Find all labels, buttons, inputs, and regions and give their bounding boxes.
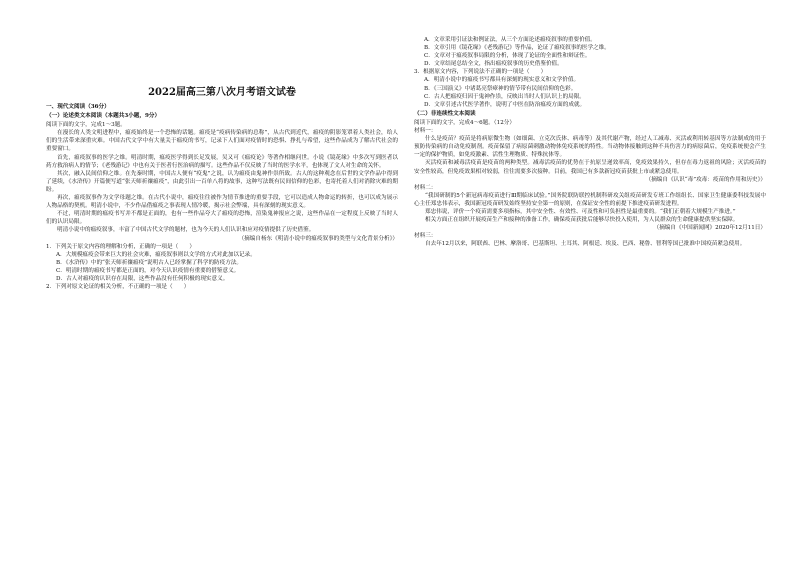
answer-option: C．古人把瘟疫归因于鬼神作祟，反映出当时人们认识上的局限。 <box>424 93 585 100</box>
paragraph: 明清小说中的瘟疫叙事，丰富了中国古代文学的题材，也为今天的人们认识和应对疫情提供了历史借鉴。 <box>57 227 315 234</box>
answer-option: A．大规模瘟疫会带来巨大的社会灾难，瘟疫叙事则以文学的方式对此加以记录。 <box>56 251 256 258</box>
section-heading: （二）非连续性文本阅读 <box>414 110 476 117</box>
answer-option: A．文章采用引证法和例证法，从三个方面论述瘟疫叙事的重要价值。 <box>424 37 596 43</box>
paragraph: 相关方面正在组织开展疫苗生产和接种的准备工作，确保疫苗获批后能够尽快投入使用，为人民群众的生命健康提供坚实保障。 <box>425 217 739 224</box>
question-line: 阅读下面的文字，完成4～6题。（12分） <box>414 119 515 126</box>
paragraph: 首先，瘟疫叙事的医学之维。明清时期，瘟疫医学得到长足发展，吴又可《瘟疫论》等著作相继问世。小说《镜花缘》中多次写到医者以药方救治病人的情节；《老残游记》中也有关于医者行医治病的描写。这些作品不仅反映了当时的医学水平，也体现了文人对生命的关怀。 <box>46 154 398 169</box>
answer-option: D．文章结尾总结全文，指出瘟疫叙事的历史借鉴价值。 <box>424 61 563 68</box>
paragraph: 郑忠伟说，评价一个疫苗需要多项指标，其中安全性、有效性、可及性和可负担性是最重要的。“我们正朝着大规模生产推进。” <box>425 208 736 215</box>
answer-option: C．明清时期的瘟疫书写都是正面的，对今天认识疫情有重要的借鉴意义。 <box>56 267 240 274</box>
paragraph: 什么是疫苗？疫苗是将病原微生物（如细菌、立克次氏体、病毒等）及其代谢产物，经过人工减毒、灭活或利用转基因等方法制成的用于预防传染病的自动免疫制剂。疫苗保留了病原菌刺激动物体免疫系统的特性。当动物体接触到这种不具伤害力的病原菌后，免疫系统便会产生一定的保护物质，如免疫激素、活性生理物质、特殊抗体等。 <box>414 136 766 159</box>
paragraph: 不过，明清时期的瘟疫书写并不都是正面的，也有一些作品夸大了瘟疫的恐怖，渲染鬼神报应之说，这些作品在一定程度上反映了当时人们的认识局限。 <box>46 211 398 226</box>
answer-option: D．古人对瘟疫的认识存在局限，这些作品没有任何积极的现实意义。 <box>56 275 229 282</box>
paragraph: “我国研制的5个新冠病毒疫苗进行Ⅲ期临床试验。”国务院联防联控机制科研攻关组疫苗研发专班工作组组长、国家卫生健康委科技发展中心主任郑忠伟表示，我国新冠疫苗研发始终坚持安全第一的原则，在保证安全性的前提下推进疫苗研发进程。 <box>414 192 766 207</box>
material-label: 材料一： <box>414 128 437 135</box>
section-heading: 一、现代文阅读（36分） <box>46 104 110 110</box>
paragraph: 灭活疫苗和减毒活疫苗是疫苗的两种类型。减毒活疫苗的优势在于抗原呈递效率高，免疫效果持久，但存在毒力返祖的风险；灭活疫苗的安全性较高，但免疫效果相对较弱，往往需要多次接种。目前，我国已有多款新冠疫苗获批上市或紧急使用。 <box>414 160 766 175</box>
answer-option: B．《水浒传》中的“张天师祈禳瘟疫”说明古人已经掌握了科学的防疫方法。 <box>56 259 243 266</box>
answer-option: B．《三国演义》中诸葛亮祭瘴神的情节带有民间信仰的色彩。 <box>424 85 577 92</box>
paragraph: 其次，融入民间信仰之维。在先秦时期，中国古人便有“疫鬼”之说，认为瘟疫由鬼神作祟所致。古人的这种观念在后世的文学作品中得到了延续，《水浒传》开篇便写道“张天师祈禳瘟疫”，由此引出一百单八将的故事，这种写法既有民间信仰的色彩，也寄托着人们对消除灾难的期盼。 <box>46 170 398 193</box>
material-label: 材料三： <box>414 233 437 240</box>
answer-option: D．文章引述古代医学著作，说明了中医在防治瘟疫方面的成就。 <box>424 101 586 108</box>
right-column-body <box>414 36 766 248</box>
paragraph: 在漫长的人类文明进程中，瘟疫始终是一个恐怖的话题。瘟疫是“疫病传染病的总称”，从古代到近代，瘟疫的阴影笼罩着人类社会，给人们的生活带来深重灾难。中国古代文学中有大量关于瘟疫的书写，记录下人们面对疫情时的恐惧、挣扎与希望，这些作品成为了解古代社会的重要窗口。 <box>46 130 398 153</box>
question-line: 阅读下面的文字，完成1～3题。 <box>46 122 126 129</box>
answer-option: A．明清小说中的瘟疫书写都具有深刻的现实意义和文学价值。 <box>424 77 580 84</box>
question-line: 1．下列关于原文内容的理解和分析，正确的一项是（ ） <box>46 243 195 250</box>
paragraph: 自去年12月以来，阿联酋、巴林、摩洛哥、巴基斯坦、土耳其、阿根廷、埃及、巴西、秘鲁、智利等国已批准中国疫苗紧急使用。 <box>425 241 746 248</box>
source-citation: （摘编自《认识“毒”攻毒：疫苗的作用和历史》） <box>645 176 766 183</box>
source-citation: （摘编自《中国新闻网》2020年12月11日） <box>653 225 766 232</box>
answer-option: C．文章对于瘟疫叙事局限的分析，体现了论证的全面性和辩证性。 <box>424 53 591 60</box>
left-column <box>46 36 398 291</box>
question-line: 2．下列对原文论证的相关分析，不正确的一项是（ ） <box>46 284 190 291</box>
left-column-body <box>46 103 398 291</box>
section-heading: （一）论述类文本阅读（本题共3小题，9分） <box>46 113 161 120</box>
paragraph: 再次，瘟疫叙事作为文学母题之维。在古代小说中，瘟疫往往被作为情节推进的重要手段，它可以造成人物命运的转折，也可以成为展示人物品格的契机。明清小说中，不少作品借瘟疫之事表现人情冷暖，揭示社会弊端，具有深刻的现实意义。 <box>46 195 398 210</box>
answer-option: B．文章引用《镜花缘》《老残游记》等作品，论证了瘟疫叙事的医学之维。 <box>424 45 610 52</box>
material-label: 材料二： <box>414 184 437 191</box>
question-line: 3．根据原文内容，下列说法不正确的一项是（ ） <box>414 69 547 76</box>
exam-title: 2022届高三第八次月考语文试卷 <box>148 87 296 98</box>
source-citation: （摘编自杨东《明清小说中的瘟疫叙事的类型与文化背景分析》） <box>238 235 398 242</box>
right-column <box>414 36 766 248</box>
